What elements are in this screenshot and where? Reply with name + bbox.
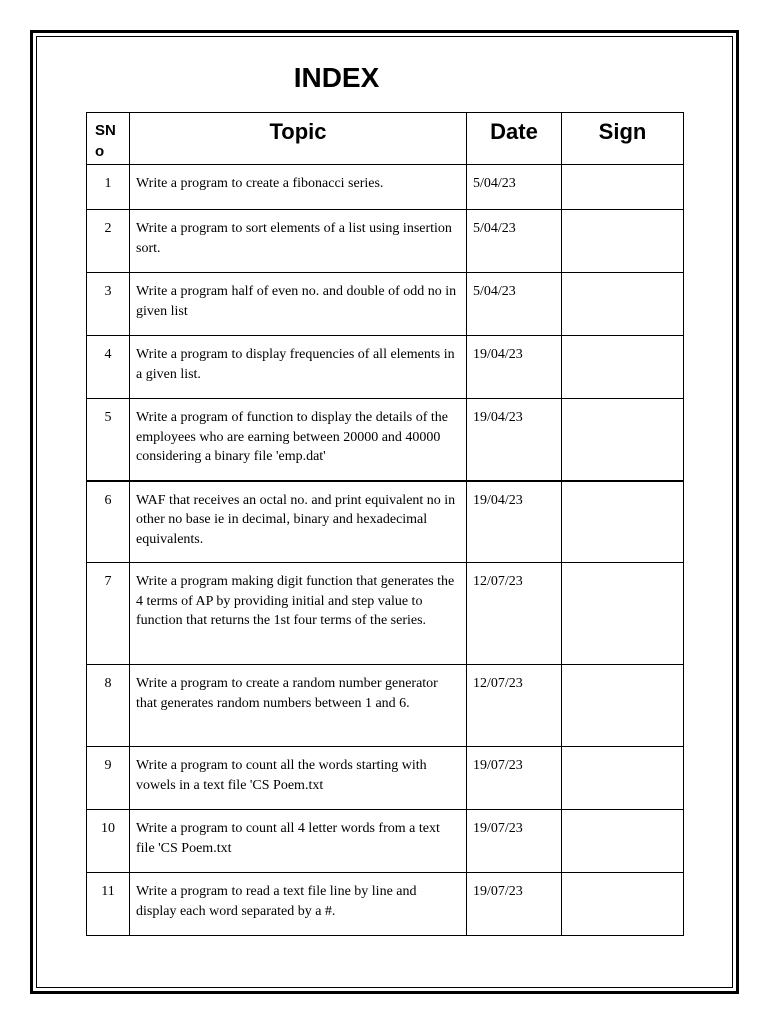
row-topic: Write a program to count all 4 letter words from a text file 'CS Poem.txt — [130, 810, 467, 873]
table-row — [87, 336, 684, 399]
row-sno: 3 — [87, 273, 130, 336]
table-row — [87, 399, 684, 481]
row-date: 12/07/23 — [467, 665, 562, 747]
header-topic: Topic — [130, 113, 467, 165]
table-row — [87, 563, 684, 665]
table-row — [87, 873, 684, 936]
table-row — [87, 273, 684, 336]
row-sign — [562, 563, 684, 665]
row-topic: WAF that receives an octal no. and print equivalent no in other no base ie in decimal, binary and hexadecimal equivalents. — [130, 481, 467, 563]
page-title: INDEX — [293, 62, 380, 93]
row-topic: Write a program to count all the words starting with vowels in a text file 'CS Poem.txt — [130, 747, 467, 810]
row-date: 19/04/23 — [467, 399, 562, 481]
row-sno: 6 — [87, 481, 130, 563]
header-sign: Sign — [562, 113, 684, 165]
table-row — [87, 210, 684, 273]
row-date: 19/07/23 — [467, 810, 562, 873]
row-date: 19/04/23 — [467, 481, 562, 563]
row-date: 5/04/23 — [467, 273, 562, 336]
row-sign — [562, 810, 684, 873]
row-date: 5/04/23 — [467, 165, 562, 210]
row-sign — [562, 273, 684, 336]
row-sign — [562, 873, 684, 936]
row-date: 19/07/23 — [467, 873, 562, 936]
row-sno: 1 — [87, 165, 130, 210]
row-sno: 10 — [87, 810, 130, 873]
row-topic: Write a program of function to display the details of the employees who are earning between 20000 and 40000 considering a binary file 'emp.dat' — [130, 399, 467, 481]
row-sign — [562, 210, 684, 273]
row-sign — [562, 399, 684, 481]
table-row — [87, 665, 684, 747]
row-topic: Write a program making digit function that generates the 4 terms of AP by providing initial and step value to function that returns the 1st four terms of the series. — [130, 563, 467, 665]
row-topic: Write a program to create a random number generator that generates random numbers between 1 and 6. — [130, 665, 467, 747]
table-row — [87, 165, 684, 210]
index-table — [86, 112, 684, 936]
row-sno: 4 — [87, 336, 130, 399]
row-sno: 2 — [87, 210, 130, 273]
row-sign — [562, 165, 684, 210]
header-sno: SN o — [87, 113, 130, 165]
header-date: Date — [467, 113, 562, 165]
row-sign — [562, 336, 684, 399]
row-date: 19/04/23 — [467, 336, 562, 399]
table-row — [87, 747, 684, 810]
row-sign — [562, 747, 684, 810]
row-sno: 9 — [87, 747, 130, 810]
row-topic: Write a program to sort elements of a list using insertion sort. — [130, 210, 467, 273]
row-topic: Write a program half of even no. and double of odd no in given list — [130, 273, 467, 336]
row-sno: 11 — [87, 873, 130, 936]
row-sign — [562, 481, 684, 563]
row-date: 5/04/23 — [467, 210, 562, 273]
table-row — [87, 810, 684, 873]
row-date: 19/07/23 — [467, 747, 562, 810]
row-sno: 7 — [87, 563, 130, 665]
row-sno: 8 — [87, 665, 130, 747]
row-sno: 5 — [87, 399, 130, 481]
row-topic: Write a program to read a text file line by line and display each word separated by a #. — [130, 873, 467, 936]
row-sign — [562, 665, 684, 747]
row-topic: Write a program to create a fibonacci series. — [130, 165, 467, 210]
row-date: 12/07/23 — [467, 563, 562, 665]
row-topic: Write a program to display frequencies of all elements in a given list. — [130, 336, 467, 399]
header-row — [87, 113, 684, 165]
table-row — [87, 481, 684, 563]
